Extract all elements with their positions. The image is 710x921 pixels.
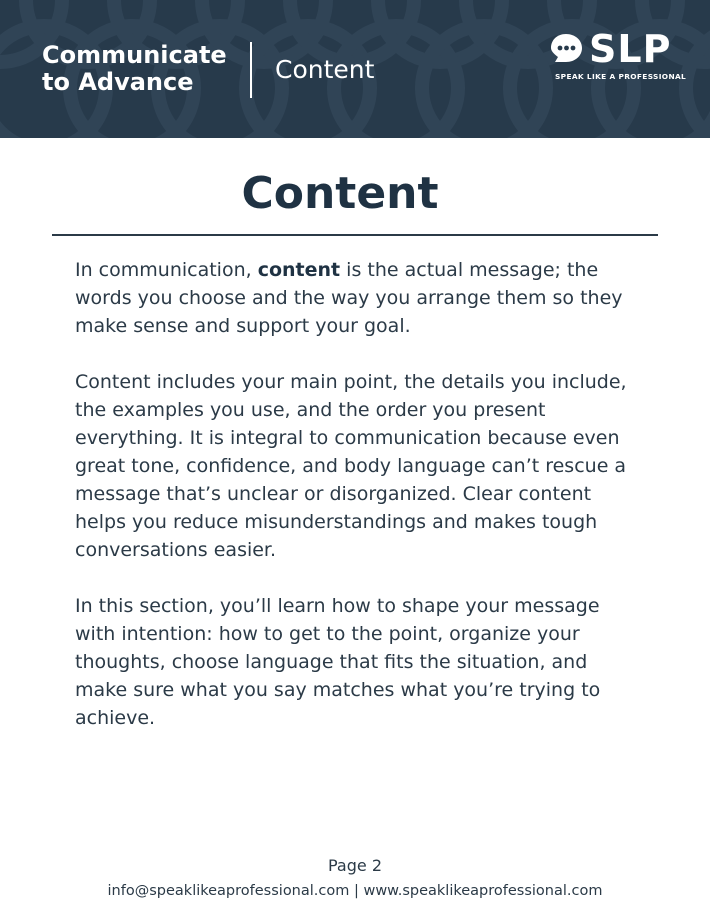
page-title: Content [241, 168, 439, 219]
brand-title-line1: Communicate [42, 41, 227, 69]
brand-title [42, 42, 227, 96]
paragraph-2: Content includes your main point, the details you include, the examples you use, and the order you present everything. It is integral to communication because even great tone, confidence, and body language can’t rescue a message that’s unclear or disorganized. Clear content helps you reduce misunderstandings and makes tough conversations easier. [75, 371, 627, 561]
footer-contact: info@speaklikeaprofessional.com | www.speaklikeaprofessional.com [107, 883, 603, 899]
logo-tagline: SPEAK LIKE A PROFESSIONAL [555, 72, 687, 81]
body-text [75, 256, 635, 760]
brand-title-line2: to Advance [42, 68, 194, 96]
page-header [0, 0, 710, 138]
title-divider [52, 234, 658, 236]
paragraph-3: In this section, you’ll learn how to shape your message with intention: how to get to the point, organize your thoughts, choose language that fits the situation, and make sure what you say matches what you’re trying to achieve. [75, 595, 601, 729]
header-divider [250, 42, 252, 98]
paragraph-1-keyword: content [257, 259, 341, 281]
section-label: Content [275, 55, 375, 84]
logo-text: SLP [589, 27, 672, 71]
paragraph-1-rest: is the actual message; the words you choose and the way you arrange them so they make sense and support your goal. [75, 259, 623, 337]
paragraph-1 [75, 256, 635, 340]
slp-logo [549, 27, 689, 85]
speech-bubble-icon [549, 31, 585, 67]
page-number: Page 2 [328, 856, 382, 875]
paragraph-1-lead: In communication, [75, 259, 258, 281]
